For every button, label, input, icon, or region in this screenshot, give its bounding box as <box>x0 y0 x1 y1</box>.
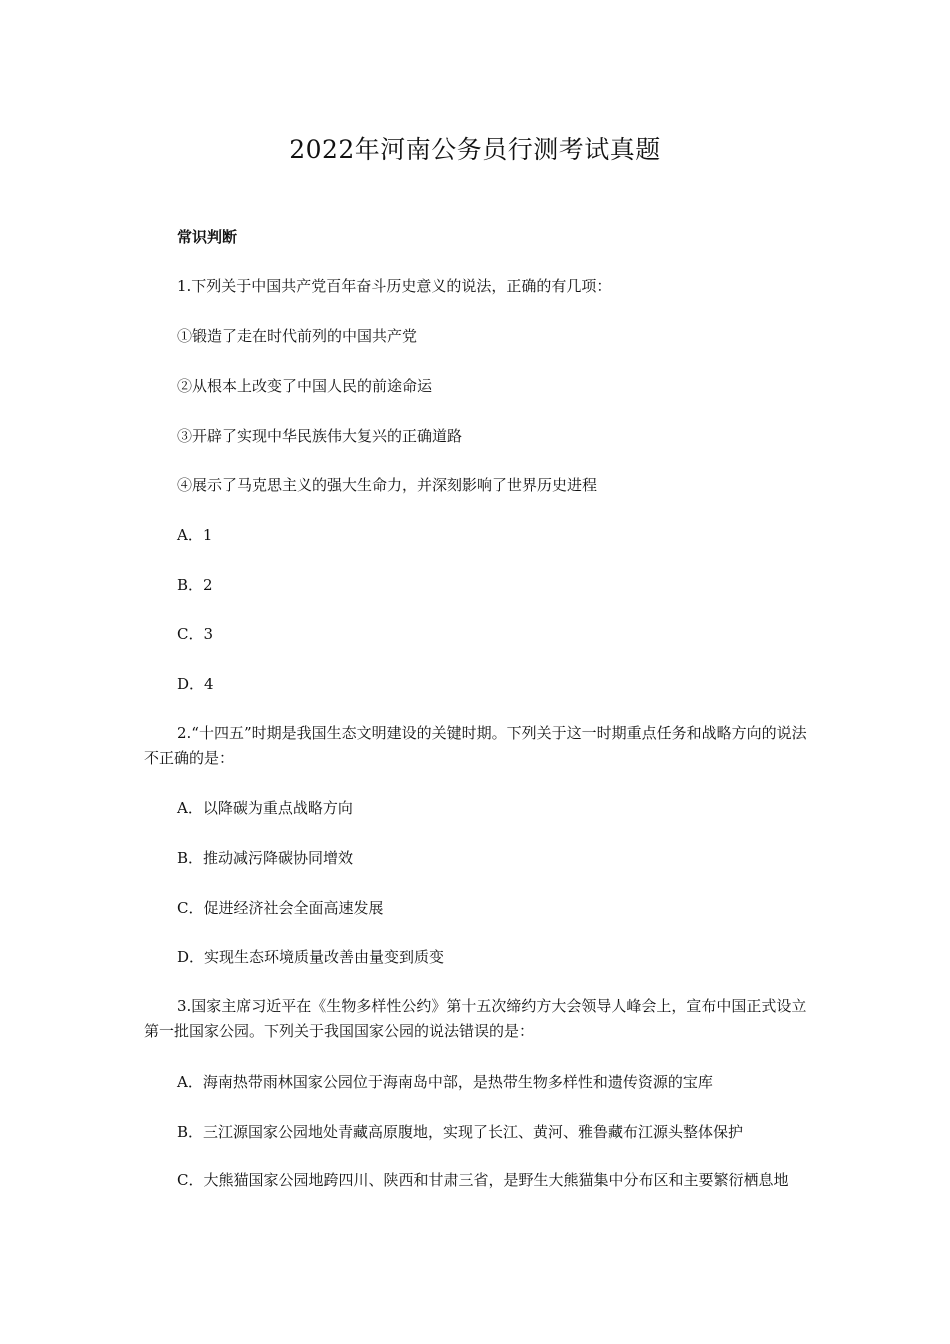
section-heading: 常识判断 <box>177 228 238 246</box>
q3-stem: 3.国家主席习近平在《生物多样性公约》第十五次缔约方大会领导人峰会上，宣布中国正式设立第一批国家公园。下列关于我国国家公园的说法错误的是： <box>144 997 807 1040</box>
q2-option-a: A．以降碳为重点战略方向 <box>177 799 353 817</box>
q3-option-c: C．大熊猫国家公园地跨四川、陕西和甘肃三省，是野生大熊猫集中分布区和主要繁衍栖息地 <box>177 1171 789 1189</box>
q1-option-a: A．1 <box>177 526 213 544</box>
q1-statement-3: ③开辟了实现中华民族伟大复兴的正确道路 <box>177 427 463 445</box>
q1-option-c: C．3 <box>177 625 214 643</box>
q2-stem: 2.“十四五”时期是我国生态文明建设的关键时期。下列关于这一时期重点任务和战略方向的说法不正确的是： <box>144 724 807 767</box>
document-title: 2022年河南公务员行测考试真题 <box>289 135 661 164</box>
q2-option-c: C．促进经济社会全面高速发展 <box>177 899 384 917</box>
q2-option-b: B．推动减污降碳协同增效 <box>177 849 354 867</box>
q1-statement-4: ④展示了马克思主义的强大生命力，并深刻影响了世界历史进程 <box>177 476 598 494</box>
q1-option-b: B．2 <box>177 576 213 594</box>
q1-statement-2: ②从根本上改变了中国人民的前途命运 <box>177 377 433 395</box>
q2-option-d: D．实现生态环境质量改善由量变到质变 <box>177 948 445 966</box>
q1-option-d: D．4 <box>177 675 214 693</box>
q1-statement-1: ①锻造了走在时代前列的中国共产党 <box>177 327 418 345</box>
q1-stem: 1.下列关于中国共产党百年奋斗历史意义的说法，正确的有几项： <box>177 277 612 295</box>
q3-option-b: B．三江源国家公园地处青藏高原腹地，实现了长江、黄河、雅鲁藏布江源头整体保护 <box>177 1123 744 1141</box>
q3-option-a: A．海南热带雨林国家公园位于海南岛中部，是热带生物多样性和遗传资源的宝库 <box>177 1073 713 1091</box>
